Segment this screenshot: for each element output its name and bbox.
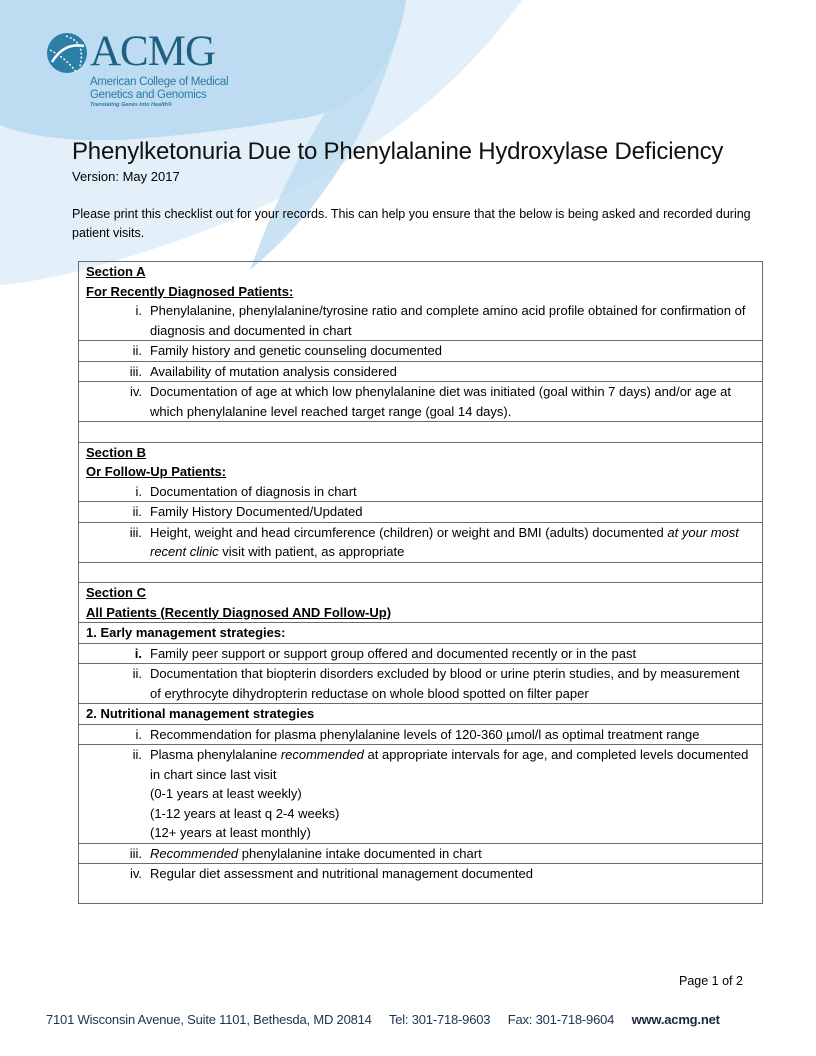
- page-number: Page 1 of 2: [679, 974, 743, 988]
- table-row: [79, 724, 763, 745]
- item-number: iii.: [129, 363, 142, 379]
- item-text-part: Height, weight and head circumference (children) or weight and BMI (adults) documented: [150, 524, 668, 540]
- group-header: [79, 704, 763, 725]
- item-text-part: Plasma phenylalanine: [150, 747, 281, 762]
- item-text-emphasis: Recommended: [150, 845, 239, 861]
- table-row: [79, 664, 763, 704]
- checklist-item: [86, 341, 762, 361]
- checklist-item: [86, 864, 762, 884]
- footer-tel: Tel: 301-718-9603: [388, 1012, 491, 1027]
- checklist-item: [86, 362, 762, 382]
- section-subheading: For Recently Diagnosed Patients:: [86, 283, 294, 299]
- section-a-header: [79, 262, 763, 341]
- item-sub-line: (1-12 years at least q 2-4 weeks): [150, 805, 340, 821]
- section-heading: Section A: [86, 264, 146, 279]
- item-text: [150, 844, 762, 864]
- item-text-emphasis: recommended: [280, 747, 364, 762]
- footer-fax: Fax: 301-718-9604: [507, 1012, 615, 1027]
- section-subheading: Or Follow-Up Patients:: [86, 464, 227, 479]
- section-c-header: [79, 583, 763, 623]
- table-row: [79, 843, 763, 864]
- checklist-item: [86, 844, 762, 864]
- item-text-part: at appropriate intervals for age, and completed levels documented in chart since last visit: [150, 747, 749, 782]
- checklist-item: [86, 725, 762, 745]
- logo-name-line1: American College of Medical: [90, 76, 229, 88]
- spacer-row: [79, 422, 763, 443]
- section-subheading: All Patients (Recently Diagnosed AND Follow-Up): [86, 604, 392, 620]
- table-row: [79, 864, 763, 904]
- spacer-row: [79, 562, 763, 583]
- item-number: ii.: [132, 504, 142, 519]
- checklist-item: [86, 482, 762, 502]
- table-row: [79, 643, 763, 664]
- footer-address: 7101 Wisconsin Avenue, Suite 1101, Bethesda, MD 20814: [46, 1012, 372, 1027]
- item-text: [150, 523, 762, 562]
- table-row: [79, 502, 763, 523]
- item-number: ii.: [132, 343, 142, 358]
- item-text: Family History Documented/Updated: [150, 504, 363, 519]
- item-number: i.: [135, 483, 142, 499]
- item-text-part: phenylalanine intake documented in chart: [238, 845, 482, 861]
- item-text: Documentation of age at which low phenylalanine diet was initiated (goal within 7 days) and/or age at which phenylalanine level reached target range (goal 14 days).: [150, 384, 732, 419]
- item-number: iii.: [129, 845, 142, 861]
- group-title: 1. Early management strategies:: [86, 625, 286, 640]
- logo-org-name: [90, 76, 290, 101]
- item-text: Documentation of diagnosis in chart: [150, 483, 357, 499]
- item-number: iii.: [129, 524, 142, 540]
- item-text: Phenylalanine, phenylalanine/tyrosine ratio and complete amino acid profile obtained for confirmation of diagnosis and documented in chart: [150, 303, 746, 338]
- checklist-item: [86, 502, 762, 522]
- item-sub-line: (12+ years at least monthly): [150, 825, 311, 840]
- item-sub-line: (0-1 years at least weekly): [150, 786, 302, 801]
- item-number: iv.: [129, 384, 142, 399]
- page-title: Phenylketonuria Due to Phenylalanine Hydroxylase Deficiency: [72, 138, 724, 165]
- item-text: Recommendation for plasma phenylalanine levels of 120-360 µmol/l as optimal treatment range: [150, 726, 700, 742]
- footer-contact: [46, 1011, 720, 1029]
- checklist-item: [86, 301, 762, 340]
- group-title: 2. Nutritional management strategies: [86, 706, 315, 721]
- table-row: [79, 361, 763, 382]
- dna-globe-icon: [46, 32, 88, 74]
- item-text: [150, 745, 762, 843]
- checklist-item: [86, 523, 762, 562]
- logo-name-line2: Genetics and Genomics: [90, 88, 207, 101]
- item-text-emphasis: at your most recent clinic: [150, 524, 739, 559]
- item-text: Documentation that biopterin disorders excluded by blood or urine pterin studies, and by measurement of erythrocyte dihydropterin reductase on whole blood spotted on filter paper: [150, 666, 740, 701]
- table-row: [79, 522, 763, 562]
- item-text: Availability of mutation analysis considered: [150, 363, 397, 379]
- checklist-item: [86, 644, 762, 664]
- item-number: ii.: [132, 747, 142, 762]
- item-text: Family peer support or support group offered and documented recently or in the past: [150, 645, 637, 661]
- logo-wordmark: ACMG: [90, 28, 216, 75]
- item-number: iv.: [129, 866, 142, 881]
- checklist-item: [86, 382, 762, 421]
- table-row: [79, 341, 763, 362]
- item-number: ii.: [132, 666, 142, 681]
- section-heading: Section B: [86, 444, 146, 460]
- table-row: [79, 745, 763, 844]
- item-text-part: visit with patient, as appropriate: [218, 544, 405, 559]
- item-number: i.: [135, 726, 142, 742]
- section-b-header: [79, 442, 763, 502]
- item-number: i.: [135, 303, 142, 318]
- group-header: [79, 623, 763, 644]
- item-text: Family history and genetic counseling documented: [150, 343, 442, 358]
- item-number: i.: [134, 645, 142, 661]
- version-label: Version: May 2017: [72, 169, 180, 184]
- footer-website-link[interactable]: www.acmg.net: [631, 1012, 720, 1027]
- logo-tagline: Translating Genes Into Health®: [90, 102, 172, 108]
- intro-text: Please print this checklist out for your records. This can help you ensure that the below is being asked and recorded during patient visits.: [72, 207, 751, 240]
- section-heading: Section C: [86, 585, 146, 600]
- item-text: Regular diet assessment and nutritional management documented: [150, 866, 534, 881]
- checklist-item: [86, 745, 762, 843]
- table-row: [79, 382, 763, 422]
- checklist-table: [78, 261, 763, 904]
- checklist-item: [86, 664, 762, 703]
